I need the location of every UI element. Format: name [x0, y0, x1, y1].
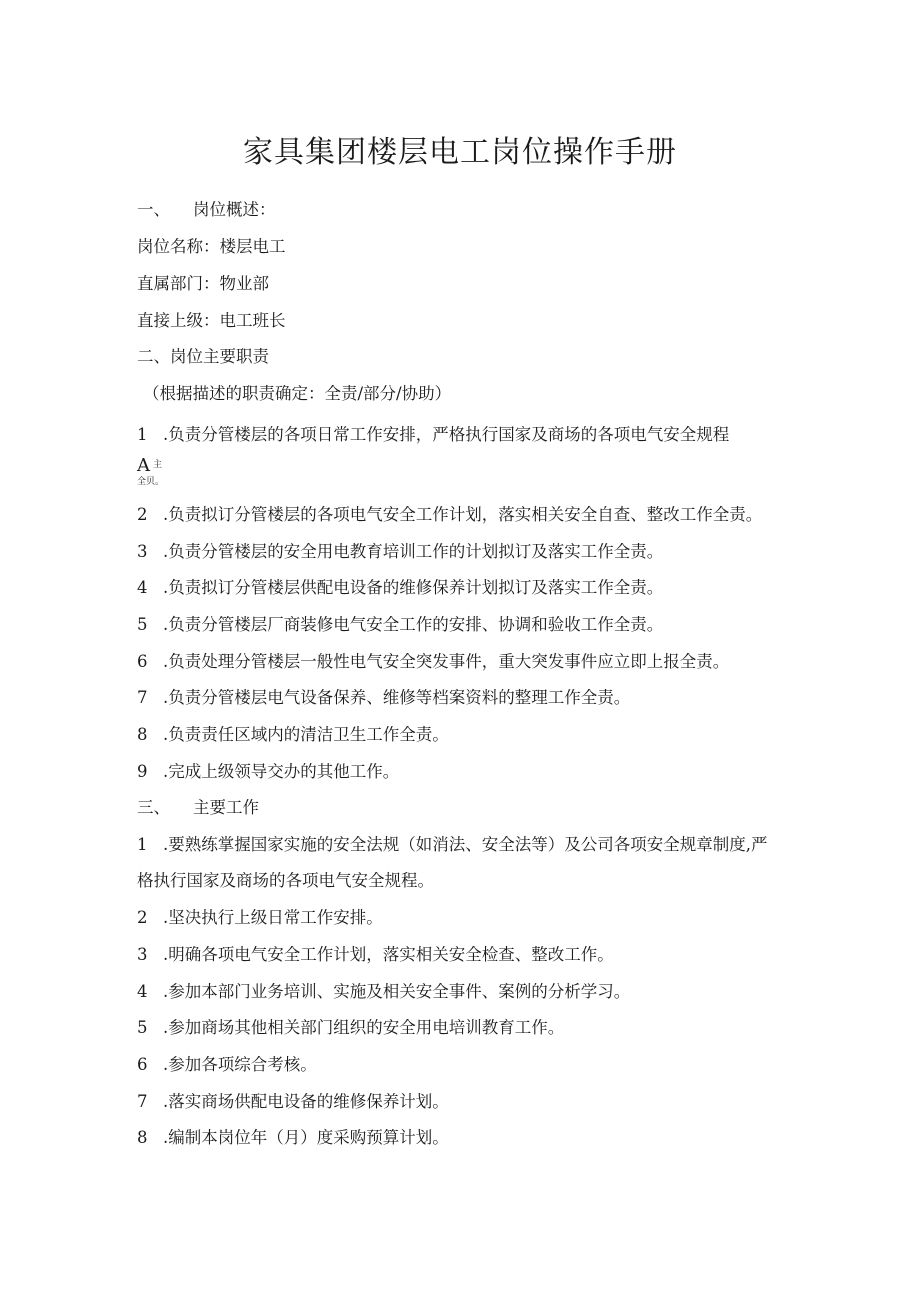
item-text: .负责分管楼层厂商装修电气安全工作的安排、协调和验收工作全责。 [163, 615, 664, 634]
item-text: .负责拟订分管楼层的各项电气安全工作计划，落实相关安全自查、整改工作全责。 [163, 505, 763, 524]
section-main-work-heading [137, 796, 259, 820]
item-number: 8 [137, 725, 148, 744]
list-item [137, 1126, 449, 1150]
item-text: .负责分管楼层电气设备保养、维修等档案资料的整理工作全责。 [163, 688, 631, 707]
item-number: 6 [137, 1055, 148, 1074]
section-number: 三、 [137, 798, 170, 817]
item-number: 6 [137, 652, 148, 671]
section-overview-heading [137, 198, 276, 222]
item-text: .编制本岗位年（月）度采购预算计划。 [163, 1128, 449, 1147]
stray-text: 全贝。 [137, 477, 165, 487]
stray-mark: A $^主$ [137, 455, 163, 476]
item-text: .落实商场供配电设备的维修保养计划。 [163, 1092, 449, 1111]
item-number: 3 [137, 542, 148, 561]
list-item [137, 1090, 449, 1114]
item-text: .完成上级领导交办的其他工作。 [163, 762, 400, 781]
list-item [137, 943, 614, 967]
item-text: .负责责任区域内的清洁卫生工作全责。 [163, 725, 449, 744]
list-item [137, 540, 663, 564]
item-number: 5 [137, 615, 148, 634]
list-item [137, 423, 729, 447]
item-text: .负责拟订分管楼层供配电设备的维修保养计划拟订及落实工作全责。 [163, 578, 664, 597]
item-number: 8 [137, 1128, 148, 1147]
item-text: .坚决执行上级日常工作安排。 [163, 908, 383, 927]
overview-line: 直接上级：电工班长 [137, 311, 286, 330]
item-text: .参加本部门业务培训、实施及相关安全事件、案例的分析学习。 [163, 982, 631, 1001]
item-text: .参加商场其他相关部门组织的安全用电培训教育工作。 [163, 1018, 565, 1037]
list-item [137, 906, 383, 930]
item-number: 1 [137, 835, 148, 854]
item-text: .参加各项综合考核。 [163, 1055, 317, 1074]
list-item [137, 503, 762, 527]
item-number: 1 [137, 425, 148, 444]
document-title: 家具集团楼层电工岗位操作手册 [243, 135, 677, 170]
list-item [137, 576, 663, 600]
item-text: .负责分管楼层的安全用电教育培训工作的计划拟订及落实工作全责。 [163, 542, 664, 561]
duties-note: （根据描述的职责确定：全责/部分/协助） [143, 384, 452, 403]
item-number: 2 [137, 505, 148, 524]
list-item [137, 833, 768, 857]
list-item [137, 650, 729, 674]
item-text: .负责处理分管楼层一般性电气安全突发事件，重大突发事件应立即上报全责。 [163, 652, 730, 671]
overview-line: 岗位名称：楼层电工 [137, 237, 286, 256]
list-item-continuation: 格执行国家及商场的各项电气安全规程。 [137, 871, 434, 890]
list-item [137, 1016, 564, 1040]
list-item [137, 686, 630, 710]
item-text: .明确各项电气安全工作计划，落实相关安全检查、整改工作。 [163, 945, 614, 964]
item-number: 4 [137, 982, 148, 1001]
item-number: 5 [137, 1018, 148, 1037]
list-item [137, 760, 399, 784]
list-item [137, 1053, 317, 1077]
item-number: 3 [137, 945, 148, 964]
item-number: 9 [137, 762, 148, 781]
list-item [137, 980, 630, 1004]
list-item [137, 723, 449, 747]
section-title: 主要工作 [193, 798, 259, 817]
section-duties-heading: 二、岗位主要职责 [137, 347, 269, 366]
item-number: 4 [137, 578, 148, 597]
item-number: 7 [137, 688, 148, 707]
section-title: 岗位概述： [193, 200, 276, 219]
item-text: .负责分管楼层的各项日常工作安排，严格执行国家及商场的各项电气安全规程 [163, 425, 730, 444]
overview-line: 直属部门：物业部 [137, 274, 269, 293]
item-text: .要熟练掌握国家实施的安全法规（如消法、安全法等）及公司各项安全规章制度,严 [163, 835, 768, 854]
item-number: 2 [137, 908, 148, 927]
section-number: 一、 [137, 200, 170, 219]
item-number: 7 [137, 1092, 148, 1111]
list-item [137, 613, 663, 637]
